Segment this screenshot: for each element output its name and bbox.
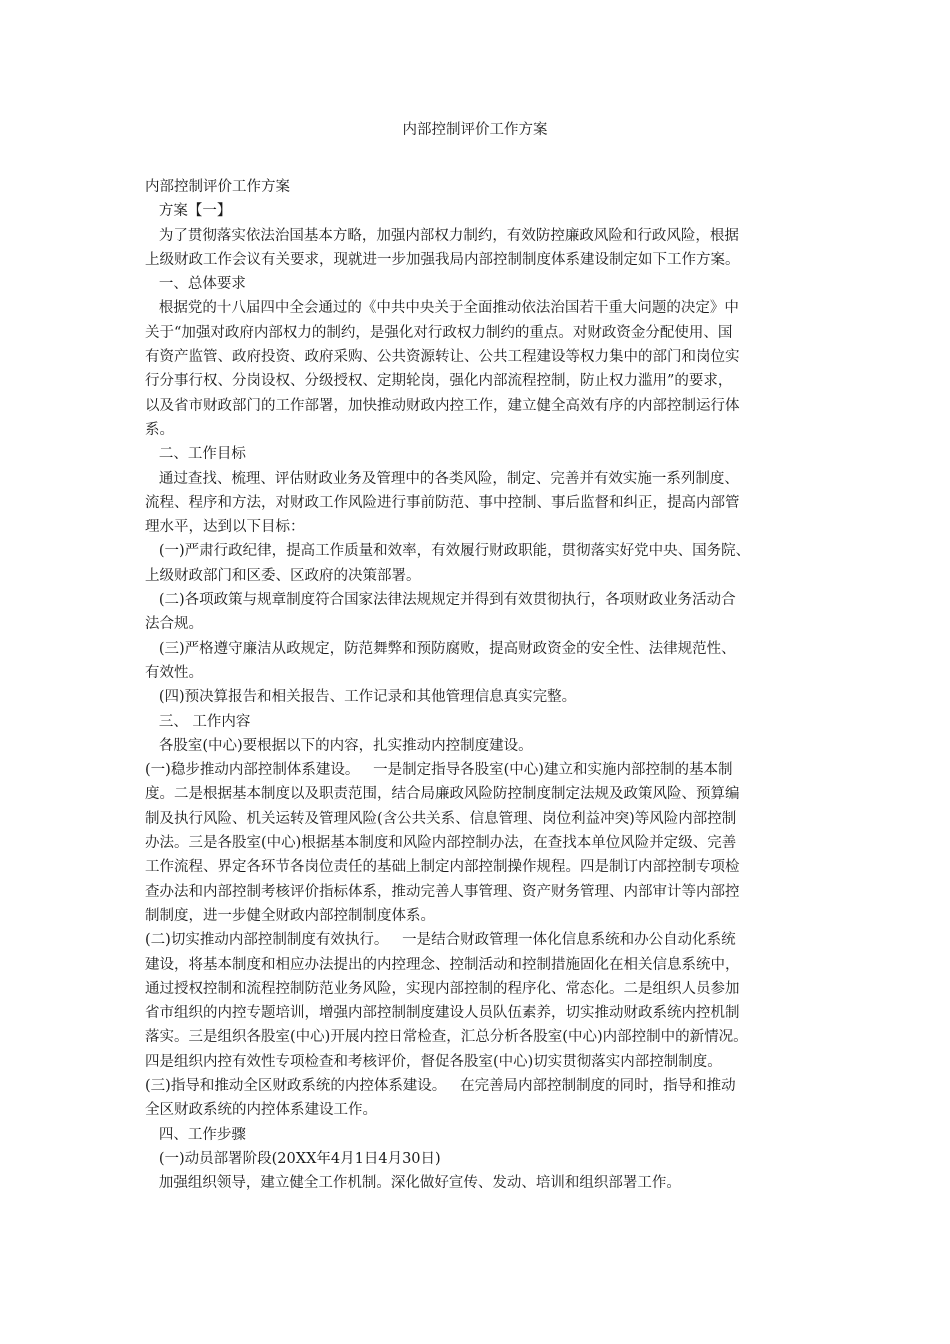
paragraph-line: 系。 — [145, 421, 174, 438]
paragraph-line: 省市组织的内控专题培训，增强内部控制制度建设人员队伍素养，切实推动财政系统内控机制 — [145, 1005, 740, 1022]
paragraph-line: 全区财政系统的内控体系建设工作。 — [145, 1102, 377, 1119]
paragraph-line: 根据党的十八届四中全会通过的《中共中央关于全面推动依法治国若干重大问题的决定》中 — [145, 300, 739, 317]
paragraph-line: 上级财政工作会议有关要求，现就进一步加强我局内部控制制度体系建设制定如下工作方案。 — [145, 251, 740, 268]
document-page — [145, 118, 805, 1195]
paragraph-line: 理水平，达到以下目标： — [145, 519, 305, 536]
paragraph-line: 加强组织领导，建立健全工作机制。深化做好宣传、发动、培训和组织部署工作。 — [145, 1175, 681, 1192]
paragraph-line: 通过查找、梳理、评估财政业务及管理中的各类风险，制定、完善并有效实施一系列制度、 — [145, 470, 739, 487]
paragraph-line: 方案【一】 — [145, 203, 232, 220]
paragraph-line: 关于“加强对政府内部权力的制约，是强化对行政权力制约的重点。对财政资金分配使用、国 — [145, 324, 733, 341]
paragraph-line: 各股室(中心)要根据以下的内容，扎实推动内控制度建设。 — [145, 737, 533, 754]
paragraph-line: 通过授权控制和流程控制防范业务风险，实现内部控制的程序化、常态化。二是组织人员参加 — [145, 980, 740, 997]
paragraph-line: 内部控制评价工作方案 — [145, 179, 290, 195]
document-body — [145, 175, 805, 1195]
paragraph-line: (四)预决算报告和相关报告、工作记录和其他管理信息真实完整。 — [145, 689, 577, 706]
paragraph-line: 行分事行权、分岗设权、分级授权、定期轮岗，强化内部流程控制，防止权力滥用”的要求， — [145, 373, 733, 390]
paragraph-line: 为了贯彻落实依法治国基本方略，加强内部权力制约，有效防控廉政风险和行政风险，根据 — [145, 227, 739, 244]
paragraph-line: 制制度，进一步健全财政内部控制制度体系。 — [145, 907, 435, 924]
paragraph-line: 一、总体要求 — [145, 276, 246, 293]
paragraph-line: (三)指导和推动全区财政系统的内控体系建设。 在完善局内部控制制度的同时，指导和推动 — [145, 1077, 736, 1094]
paragraph-line: 上级财政部门和区委、区政府的决策部署。 — [145, 567, 421, 584]
paragraph-line: 四是组织内控有效性专项检查和考核评价，督促各股室(中心)切实贯彻落实内部控制制度。 — [145, 1053, 722, 1070]
paragraph-line: 有效性。 — [145, 664, 203, 681]
paragraph-line: 三、 工作内容 — [145, 713, 251, 730]
paragraph-line: (一)动员部署阶段(20XX年4月1日4月30日) — [145, 1150, 441, 1167]
paragraph-line: 流程、程序和方法，对财政工作风险进行事前防范、事中控制、事后监督和纠正，提高内部管 — [145, 494, 740, 511]
paragraph-line: 四、工作步骤 — [145, 1126, 246, 1143]
document-title: 内部控制评价工作方案 — [402, 122, 548, 138]
paragraph-line: 办法。三是各股室(中心)根据基本制度和风险内部控制办法，在查找本单位风险并定级、完善 — [145, 835, 737, 852]
paragraph-line: (一)严肃行政纪律，提高工作质量和效率，有效履行财政职能，贯彻落实好党中央、国务院、 — [145, 543, 751, 560]
paragraph-line: 法合规。 — [145, 616, 203, 633]
paragraph-line: 查办法和内部控制考核评价指标体系，推动完善人事管理、资产财务管理、内部审计等内部控 — [145, 883, 740, 900]
paragraph-line: 落实。三是组织各股室(中心)开展内控日常检查，汇总分析各股室(中心)内部控制中的新情况。 — [145, 1029, 748, 1046]
paragraph-line: 建设，将基本制度和相应办法提出的内控理念、控制活动和控制措施固化在相关信息系统中， — [145, 956, 740, 973]
paragraph-line: 二、工作目标 — [145, 446, 246, 463]
paragraph-line: (二)各项政策与规章制度符合国家法律法规规定并得到有效贯彻执行，各项财政业务活动合 — [145, 592, 736, 609]
paragraph-line: 制及执行风险、机关运转及管理风险(含公共关系、信息管理、岗位利益冲突)等风险内部控制 — [145, 810, 737, 827]
paragraph-line: (三)严格遵守廉洁从政规定，防范舞弊和预防腐败，提高财政资金的安全性、法律规范性、 — [145, 640, 736, 657]
paragraph-line: 以及省市财政部门的工作部署，加快推动财政内控工作，建立健全高效有序的内部控制运行体 — [145, 397, 740, 414]
paragraph-line: 有资产监管、政府投资、政府采购、公共资源转让、公共工程建设等权力集中的部门和岗位实 — [145, 349, 740, 366]
paragraph-line: 工作流程、界定各环节各岗位责任的基础上制定内部控制操作规程。四是制订内部控制专项检 — [145, 859, 740, 876]
paragraph-line: 度。二是根据基本制度以及职责范围，结合局廉政风险防控制度制定法规及政策风险、预算编 — [145, 786, 740, 803]
paragraph-line: (一)稳步推动内部控制体系建设。 一是制定指导各股室(中心)建立和实施内部控制的基本制 — [145, 762, 733, 779]
paragraph-line: (二)切实推动内部控制制度有效执行。 一是结合财政管理一体化信息系统和办公自动化系统 — [145, 932, 736, 949]
